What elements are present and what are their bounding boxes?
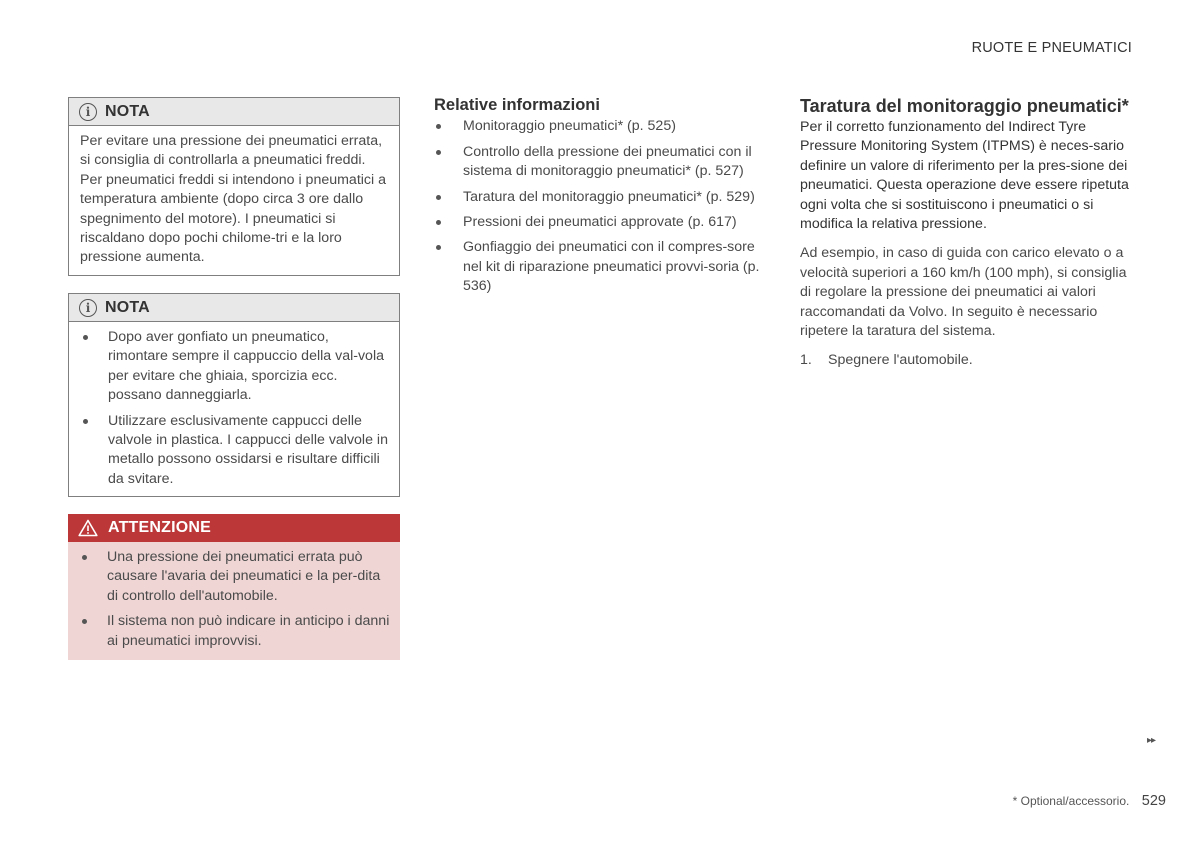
related-link[interactable]: Gonfiaggio dei pneumatici con il compres-sore nel kit di riparazione pneumatici provvi-soria (p. 536) [434, 238, 764, 296]
related-link[interactable]: Taratura del monitoraggio pneumatici* (p. 529) [434, 188, 764, 207]
info-icon: i [79, 103, 97, 121]
continue-arrows-icon: ▸▸ [1147, 735, 1156, 746]
info-icon: i [79, 299, 97, 317]
step-text: Spegnere l'automobile. [828, 352, 973, 369]
related-info-title: Relative informazioni [434, 96, 600, 114]
warning-list-item: Una pressione dei pneumatici errata può causare l'avaria dei pneumatici e la per-dita di controllo dell'automobile. [79, 548, 390, 606]
related-link[interactable]: Monitoraggio pneumatici* (p. 525) [434, 117, 764, 136]
note-box [68, 293, 400, 497]
page-footer [900, 792, 1166, 810]
body-paragraph: Ad esempio, in caso di guida con carico elevato o a velocità superiori a 160 km/h (100 mph), si consiglia di regolare la pressione dei pneumatici ai valori raccomandati da Volvo. In seguito è necessario ripetere la taratura del sistema. [800, 245, 1127, 340]
note-title: NOTA [105, 102, 150, 120]
note-title: NOTA [105, 298, 150, 316]
note-header [69, 294, 399, 322]
step-number: 1. [800, 352, 812, 369]
page-number: 529 [1141, 793, 1166, 809]
warning-box [68, 514, 400, 660]
section-title: Taratura del monitoraggio pneumatici* [800, 96, 1129, 116]
note-box [68, 97, 400, 276]
main-section [800, 96, 1134, 371]
note-text: Per evitare una pressione dei pneumatici errata, si consiglia di controllarla a pneumatici freddi. Per pneumatici freddi si intendono i pneumatici a temperatura ambiente (dopo circa 3 ore dallo spegnimento del motore). I pneumatici si riscaldano dopo pochi chilome-tri e la loro pressione aumenta. [80, 133, 386, 266]
step-item [800, 351, 1134, 370]
section-header: RUOTE E PNEUMATICI [971, 40, 1132, 56]
note-list-item: Utilizzare esclusivamente cappucci delle valvole in plastica. I cappucci delle valvole in metallo possono ossidarsi e risultare difficili da svitare. [80, 412, 389, 490]
related-info [434, 96, 764, 303]
warning-triangle-icon [78, 519, 98, 537]
warning-list-item: Il sistema non può indicare in anticipo i danni ai pneumatici improvvisi. [79, 612, 390, 651]
warning-title: ATTENZIONE [108, 519, 212, 536]
note-list-item: Dopo aver gonfiato un pneumatico, rimontare sempre il cappuccio della val-vola per evitare che ghiaia, sporcizia ecc. possano danneggiarla. [80, 328, 389, 406]
note-header [69, 98, 399, 126]
warning-header [68, 514, 400, 542]
intro-paragraph: Per il corretto funzionamento del Indirect Tyre Pressure Monitoring System (ITPMS) è neces-sario definire un valore di riferimento per la pres-sione dei pneumatici. Questa operazione deve essere ripetuta ogni volta che si sostituiscono i pneumatici o si modifica la relativa pressione. [800, 119, 1129, 233]
related-link[interactable]: Controllo della pressione dei pneumatici con il sistema di monitoraggio pneumatici* (p. 527) [434, 143, 764, 182]
related-link[interactable]: Pressioni dei pneumatici approvate (p. 617) [434, 213, 764, 232]
footnote: * Optional/accessorio. [1012, 794, 1130, 808]
